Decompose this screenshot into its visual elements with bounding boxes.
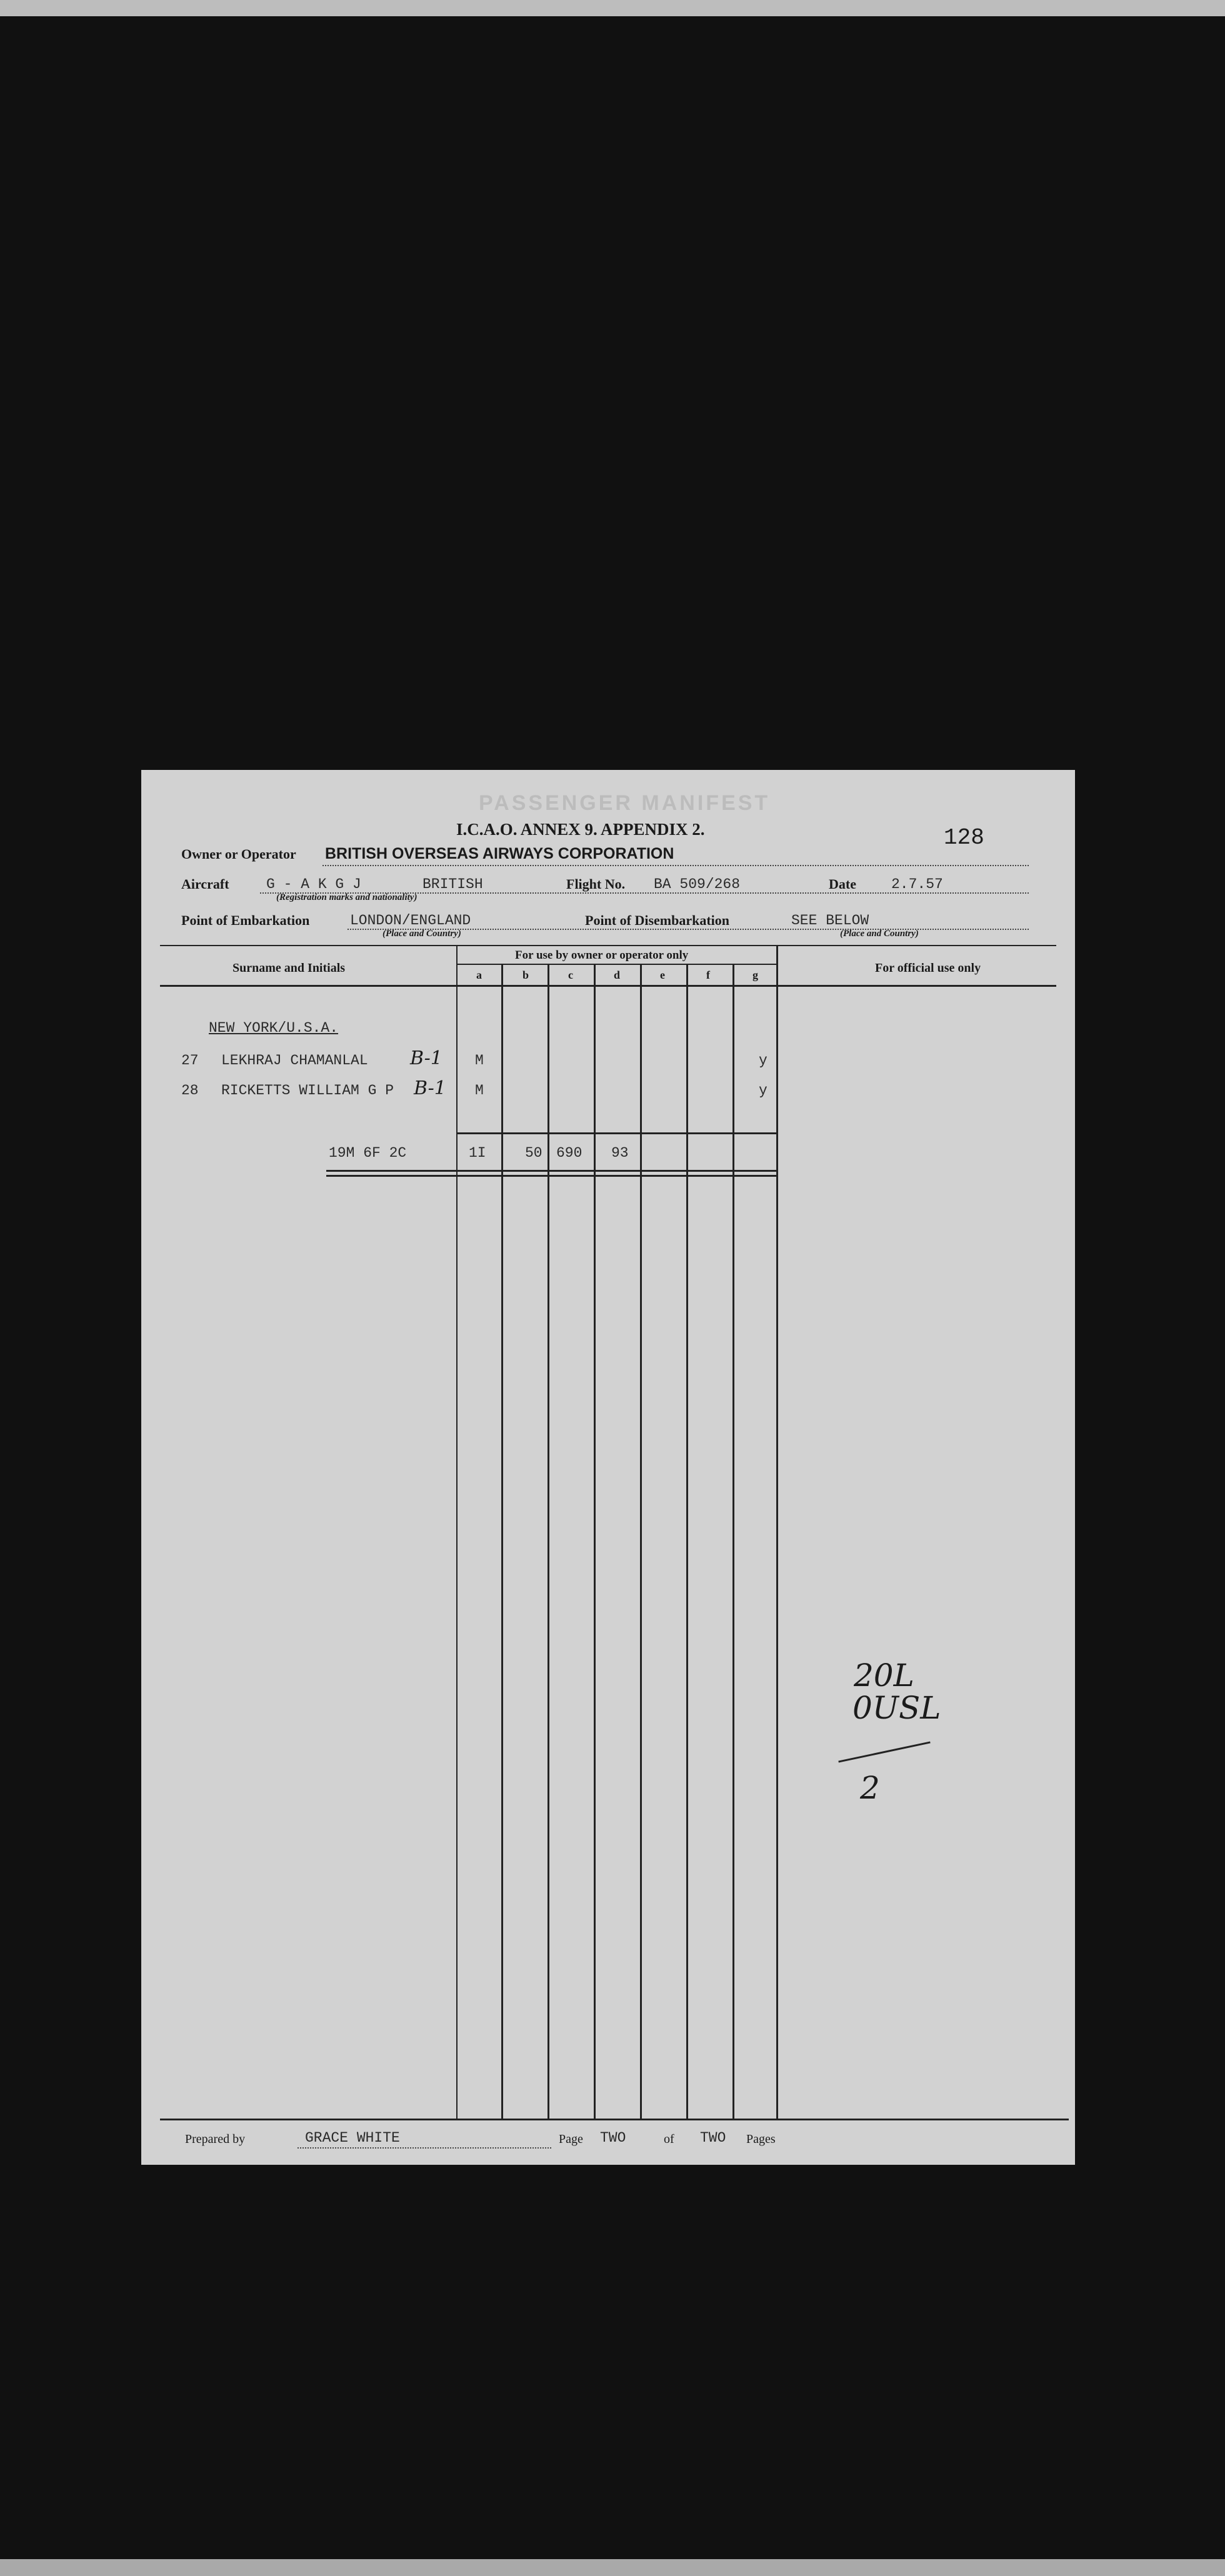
totals-double-rule-1 [326,1170,776,1172]
aircraft-nationality: BRITISH [422,876,483,892]
prepared-by-underline [298,2147,551,2149]
sub-col-f: f [706,969,710,981]
col-line-official-left [776,945,778,2120]
prepared-by-label: Prepared by [185,2132,246,2146]
handwritten-mark: B-1 [414,1077,446,1099]
subheader-rule [456,964,776,965]
row-number: 28 [181,1082,199,1099]
col-name-header: Surname and Initials [232,961,346,975]
col-line-b-left [501,965,503,2120]
flight-no-label: Flight No. [566,876,626,892]
embarkation-value: LONDON/ENGLAND [350,912,471,929]
totals-col-b: 50 [525,1145,542,1161]
sub-col-b: b [522,969,529,981]
totals-top-rule [456,1132,776,1134]
row-col-g: y [759,1082,768,1099]
aircraft-label: Aircraft [181,876,229,892]
aircraft-underline [260,892,1029,894]
date-label: Date [829,876,856,892]
sub-col-a: a [476,969,482,981]
sub-col-e: e [660,969,665,981]
handwritten-note-line3: 2 [860,1770,880,1806]
manifest-title: PASSENGER MANIFEST [479,791,771,815]
embarkation-underline [348,929,1029,930]
embarkation-place-note: (Place and Country) [382,929,461,939]
handwritten-mark: B-1 [410,1047,442,1069]
col-line-d-left [594,965,596,2120]
handwritten-page-number: 128 [944,825,984,851]
page-label: Page [559,2132,583,2146]
totals-label: 19M 6F 2C [329,1145,407,1161]
owner-underline [322,865,1029,866]
sub-col-d: d [614,969,621,981]
disembarkation-value: SEE BELOW [791,912,869,929]
disembarkation-place-note: (Place and Country) [840,929,919,939]
aircraft-registration: G - A K G J [266,876,361,892]
page-total-value: TWO [700,2130,726,2146]
totals-col-c: 690 [556,1145,582,1161]
totals-col-d: 93 [611,1145,629,1161]
scan-top-strip [0,0,1225,16]
handwritten-note-rule [838,1741,930,1762]
manifest-document [141,770,1075,2165]
passenger-name: LEKHRAJ CHAMANLAL [221,1052,368,1069]
col-group-header: For use by owner or operator only [515,949,689,962]
sub-col-g: g [752,969,758,981]
totals-double-rule-2 [326,1175,776,1177]
owner-label: Owner or Operator [181,846,296,862]
passenger-name: RICKETTS WILLIAM G P [221,1082,394,1099]
row-col-g: y [759,1052,768,1069]
header-bottom-rule [160,985,1056,987]
handwritten-note-line2: 0USL [852,1690,941,1726]
col-line-a-left [456,945,458,2120]
disembarkation-label: Point of Disembarkation [585,912,729,928]
page-value: TWO [600,2130,626,2146]
icao-subtitle: I.C.A.O. ANNEX 9. APPENDIX 2. [456,820,705,839]
section-heading: NEW YORK/U.S.A. [209,1020,339,1036]
embarkation-label: Point of Embarkation [181,912,310,928]
row-col-a: M [475,1082,484,1099]
col-official-header: For official use only [875,961,981,975]
footer-top-rule [160,2119,1069,2120]
totals-col-a: 1I [469,1145,486,1161]
col-line-g-left [732,965,734,2120]
pages-label: Pages [746,2132,776,2146]
row-col-a: M [475,1052,484,1069]
prepared-by-value: GRACE WHITE [305,2130,400,2146]
col-line-f-left [686,965,688,2120]
date-value: 2.7.57 [891,876,943,892]
scan-bottom-strip [0,2559,1225,2576]
sub-col-c: c [568,969,573,981]
flight-no-value: BA 509/268 [654,876,741,892]
registration-note: (Registration marks and nationality) [276,892,418,902]
col-line-e-left [640,965,642,2120]
table-top-rule [160,945,1056,946]
owner-value: BRITISH OVERSEAS AIRWAYS CORPORATION [325,845,674,862]
row-number: 27 [181,1052,199,1069]
handwritten-note-line1: 20L [854,1657,914,1694]
col-line-c-left [548,965,549,2120]
page-of-label: of [664,2132,674,2146]
